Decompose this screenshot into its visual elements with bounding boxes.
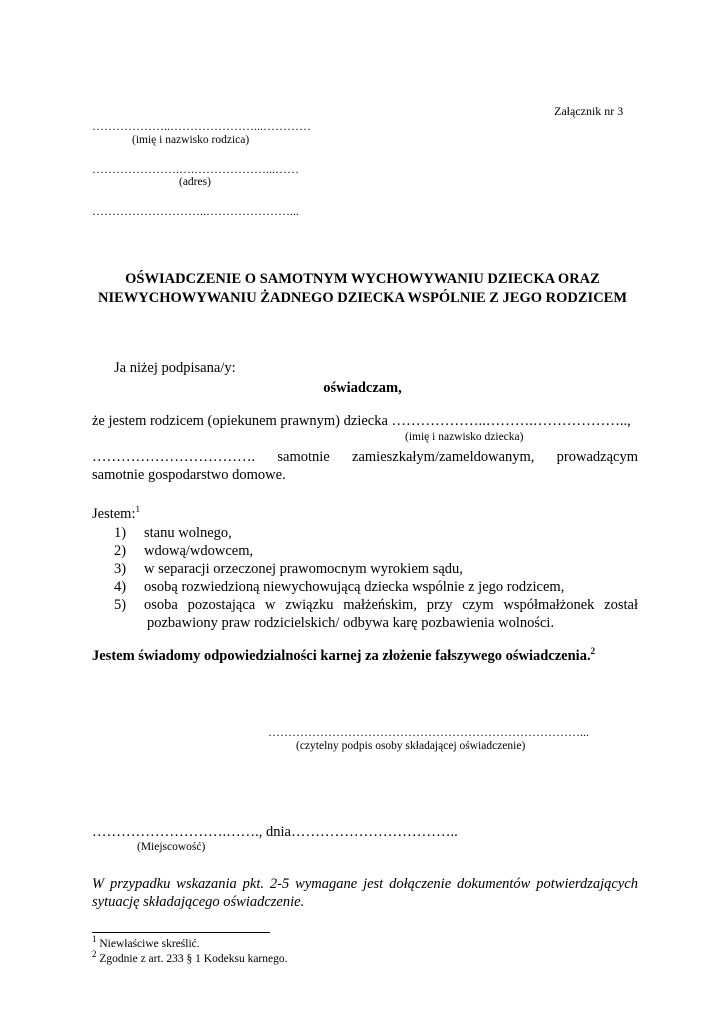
liability-text: Jestem świadomy odpowiedzialności karnej za złożenie fałszywego oświadczenia.	[92, 648, 591, 664]
document-title-line1: OŚWIADCZENIE O SAMOTNYM WYCHOWYWANIU DZIECKA ORAZ	[125, 271, 600, 287]
address-dots-2: ………………………..…………………...	[92, 204, 299, 218]
note-line2: sytuację składającego oświadczenie.	[92, 894, 305, 910]
body-line3: samotnie gospodarstwo domowe.	[92, 467, 286, 483]
status-item-3-text: w separacji orzeczonej prawomocnym wyrokiem sądu,	[144, 561, 463, 577]
note-line1: W przypadku wskazania pkt. 2-5 wymagane jest dołączenie dokumentów potwierdzających	[92, 876, 638, 892]
footnote-1-text: Niewłaściwe skreślić.	[96, 938, 200, 950]
body-line1: że jestem rodzicem (opiekunem prawnym) dziecka ………………..……….………………..,	[92, 413, 631, 429]
status-item-3	[114, 561, 463, 578]
footnote-separator	[92, 932, 270, 933]
status-item-5-num: 5)	[114, 597, 127, 613]
signature-caption: (czytelny podpis osoby składającej oświadczenie)	[296, 740, 526, 752]
footnote-1	[92, 934, 200, 950]
status-label-text: Jestem:	[92, 506, 136, 522]
attachment-label: Załącznik nr 3	[554, 104, 624, 118]
status-label	[92, 506, 140, 523]
intro-text: Ja niżej podpisana/y:	[114, 360, 236, 376]
status-item-5	[114, 597, 639, 614]
child-name-caption: (imię i nazwisko dziecka)	[405, 431, 524, 443]
status-item-1	[114, 525, 232, 542]
status-item-2-num: 2)	[114, 543, 127, 559]
footnote-ref-2: 2	[590, 646, 596, 657]
document-title-line2: NIEWYCHOWYWANIU ŻADNEGO DZIECKA WSPÓLNIE Z JEGO RODZICEM	[97, 290, 628, 306]
place-caption: (Miejscowość)	[137, 841, 206, 853]
address-dots: ………………….….………………...……	[92, 162, 299, 176]
liability-statement	[92, 648, 595, 665]
footnote-2-ref: 2	[92, 949, 97, 960]
declare-heading: oświadczam,	[323, 380, 402, 396]
status-item-4-num: 4)	[114, 579, 127, 595]
status-item-2-text: wdową/wdowcem,	[144, 543, 254, 559]
status-item-4	[114, 579, 564, 596]
status-item-2	[114, 543, 253, 560]
footnote-2	[92, 949, 288, 965]
status-item-4-text: osobą rozwiedzioną niewychowującą dziecka wspólnie z jego rodzicem,	[144, 579, 565, 595]
signature-dots: ……………………………………………………………………...	[268, 725, 589, 739]
status-item-3-num: 3)	[114, 561, 127, 577]
parent-name-dots: ………………..…………………...…………	[92, 119, 311, 133]
place-date-line: ……………………….……., dnia……………………………..	[92, 824, 458, 840]
footnote-ref-1: 1	[135, 504, 140, 515]
body-line2: ……………………………. samotnie zamieszkałym/zameldowanym, prowadzącym	[92, 449, 638, 465]
footnote-1-ref: 1	[92, 934, 97, 945]
status-item-5-continued: pozbawiony praw rodzicielskich/ odbywa karę pozbawienia wolności.	[147, 615, 555, 631]
status-item-5-text: osoba pozostająca w związku małżeńskim, przy czym współmałżonek został	[144, 597, 638, 613]
status-item-1-num: 1)	[114, 525, 127, 541]
status-item-1-text: stanu wolnego,	[144, 525, 232, 541]
parent-name-caption: (imię i nazwisko rodzica)	[132, 134, 250, 146]
footnote-2-text: Zgodnie z art. 233 § 1 Kodeksu karnego.	[96, 953, 288, 965]
address-caption: (adres)	[179, 176, 211, 188]
